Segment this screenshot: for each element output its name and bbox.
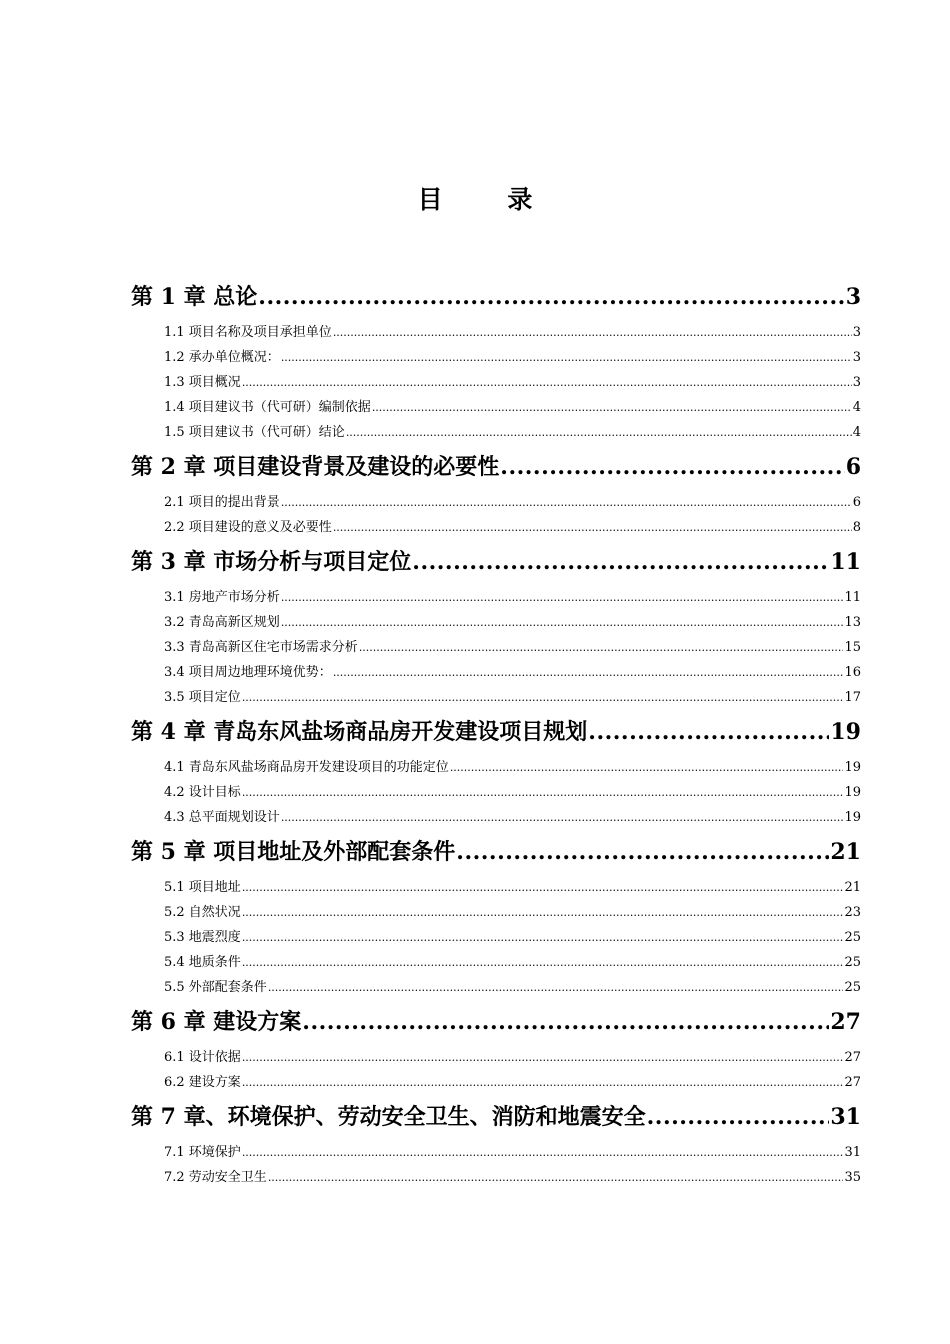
toc-chapter-5[interactable] xyxy=(131,833,861,871)
toc-page-number: 8 xyxy=(852,520,861,535)
toc-chapter-title: 第 6 章 建设方案 xyxy=(131,1009,302,1035)
toc-leader-dots xyxy=(258,278,844,316)
toc-leader-dots xyxy=(242,780,844,805)
toc-chapter-title: 第 2 章 项目建设背景及建设的必要性 xyxy=(131,454,500,480)
toc-section-3-5[interactable] xyxy=(131,685,861,710)
toc-page-number: 21 xyxy=(830,839,861,865)
toc-section-title: 2.1 项目的提出背景 xyxy=(164,495,280,510)
toc-section-title: 4.2 设计目标 xyxy=(164,785,241,800)
toc-chapter-2-group xyxy=(131,448,861,540)
toc-chapter-4-group xyxy=(131,713,861,830)
toc-chapter-1-group xyxy=(131,278,861,445)
toc-section-1-4[interactable] xyxy=(131,395,861,420)
toc-page-number: 35 xyxy=(844,1170,861,1185)
toc-page-number: 15 xyxy=(844,640,861,655)
toc-leader-dots xyxy=(242,370,852,395)
toc-page-number: 17 xyxy=(844,690,861,705)
toc-section-6-1[interactable] xyxy=(131,1045,861,1070)
toc-section-title: 5.2 自然状况 xyxy=(164,905,241,920)
toc-section-title: 1.5 项目建议书（代可研）结论 xyxy=(164,425,345,440)
toc-section-title: 3.2 青岛高新区规划 xyxy=(164,615,280,630)
toc-leader-dots xyxy=(346,420,852,445)
toc-chapter-4[interactable] xyxy=(131,713,861,751)
toc-page-number: 3 xyxy=(852,325,861,340)
toc-section-1-1[interactable] xyxy=(131,320,861,345)
toc-section-5-5[interactable] xyxy=(131,975,861,1000)
toc-section-title: 5.1 项目地址 xyxy=(164,880,241,895)
toc-leader-dots xyxy=(242,1045,844,1070)
toc-leader-dots xyxy=(242,900,844,925)
toc-section-title: 3.1 房地产市场分析 xyxy=(164,590,280,605)
page-title: 目 录 xyxy=(417,185,561,214)
toc-leader-dots xyxy=(372,395,852,420)
toc-leader-dots xyxy=(242,875,844,900)
toc-leader-dots xyxy=(359,635,844,660)
toc-page-number: 25 xyxy=(844,955,861,970)
toc-page-number: 31 xyxy=(844,1145,861,1160)
toc-section-title: 3.3 青岛高新区住宅市场需求分析 xyxy=(164,640,358,655)
toc-section-title: 6.2 建设方案 xyxy=(164,1075,241,1090)
toc-section-title: 5.3 地震烈度 xyxy=(164,930,241,945)
toc-page-number: 11 xyxy=(844,590,861,605)
toc-section-title: 3.5 项目定位 xyxy=(164,690,241,705)
toc-section-1-2[interactable] xyxy=(131,345,861,370)
toc-leader-dots xyxy=(242,1070,844,1095)
toc-page-number: 4 xyxy=(852,400,861,415)
toc-leader-dots xyxy=(302,1003,829,1041)
toc-section-5-4[interactable] xyxy=(131,950,861,975)
toc-page-number: 27 xyxy=(844,1050,861,1065)
toc-leader-dots xyxy=(456,833,829,871)
toc-leader-dots xyxy=(333,660,844,685)
toc-page-number: 23 xyxy=(844,905,861,920)
toc-section-title: 1.4 项目建议书（代可研）编制依据 xyxy=(164,400,371,415)
toc-section-6-2[interactable] xyxy=(131,1070,861,1095)
toc-section-5-1[interactable] xyxy=(131,875,861,900)
toc-leader-dots xyxy=(647,1098,830,1136)
toc-section-title: 1.2 承办单位概况： xyxy=(164,350,280,365)
toc-section-4-2[interactable] xyxy=(131,780,861,805)
toc-chapter-title: 第 4 章 青岛东风盐场商品房开发建设项目规划 xyxy=(131,719,588,745)
toc-leader-dots xyxy=(268,975,844,1000)
toc-chapter-1[interactable] xyxy=(131,278,861,316)
toc-chapter-title: 第 3 章 市场分析与项目定位 xyxy=(131,549,412,575)
toc-section-3-1[interactable] xyxy=(131,585,861,610)
toc-section-1-3[interactable] xyxy=(131,370,861,395)
toc-section-title: 5.5 外部配套条件 xyxy=(164,980,267,995)
toc-section-5-3[interactable] xyxy=(131,925,861,950)
toc-leader-dots xyxy=(242,685,844,710)
toc-page-number: 6 xyxy=(852,495,861,510)
toc-section-title: 4.3 总平面规划设计 xyxy=(164,810,280,825)
toc-leader-dots xyxy=(268,1165,844,1190)
toc-leader-dots xyxy=(242,1140,844,1165)
toc-section-title: 1.3 项目概况 xyxy=(164,375,241,390)
toc-page-number: 21 xyxy=(844,880,861,895)
toc-leader-dots xyxy=(281,345,852,370)
toc-section-title: 1.1 项目名称及项目承担单位 xyxy=(164,325,332,340)
toc-page-number: 11 xyxy=(830,549,861,575)
toc-chapter-7-group xyxy=(131,1098,861,1190)
toc-page-number: 19 xyxy=(844,760,861,775)
toc-page-number: 6 xyxy=(845,454,861,480)
toc-chapter-3-group xyxy=(131,543,861,710)
toc-chapter-2[interactable] xyxy=(131,448,861,486)
toc-section-3-4[interactable] xyxy=(131,660,861,685)
toc-page-number: 19 xyxy=(830,719,861,745)
toc-page-number: 25 xyxy=(844,930,861,945)
toc-page-number: 27 xyxy=(844,1075,861,1090)
toc-section-4-3[interactable] xyxy=(131,805,861,830)
toc-page-number: 3 xyxy=(852,375,861,390)
toc-section-title: 3.4 项目周边地理环境优势： xyxy=(164,665,332,680)
toc-page-number: 19 xyxy=(844,810,861,825)
toc-page-number: 19 xyxy=(844,785,861,800)
table-of-contents xyxy=(131,278,861,1193)
toc-section-3-3[interactable] xyxy=(131,635,861,660)
toc-leader-dots xyxy=(333,320,852,345)
toc-leader-dots xyxy=(500,448,844,486)
toc-chapter-title: 第 5 章 项目地址及外部配套条件 xyxy=(131,839,456,865)
toc-page-number: 3 xyxy=(845,284,861,310)
toc-page-number: 31 xyxy=(830,1104,861,1130)
toc-chapter-5-group xyxy=(131,833,861,1000)
toc-leader-dots xyxy=(242,925,844,950)
toc-page-number: 3 xyxy=(852,350,861,365)
toc-chapter-title: 第 1 章 总论 xyxy=(131,284,258,310)
toc-section-title: 5.4 地质条件 xyxy=(164,955,241,970)
toc-page-number: 4 xyxy=(852,425,861,440)
toc-section-2-1[interactable] xyxy=(131,490,861,515)
toc-chapter-7[interactable] xyxy=(131,1098,861,1136)
toc-leader-dots xyxy=(281,610,844,635)
toc-section-7-1[interactable] xyxy=(131,1140,861,1165)
toc-leader-dots xyxy=(281,490,852,515)
toc-leader-dots xyxy=(333,515,852,540)
toc-leader-dots xyxy=(450,755,844,780)
toc-section-title: 6.1 设计依据 xyxy=(164,1050,241,1065)
toc-leader-dots xyxy=(281,585,844,610)
toc-leader-dots xyxy=(412,543,829,581)
toc-page-number: 16 xyxy=(844,665,861,680)
toc-section-title: 7.1 环境保护 xyxy=(164,1145,241,1160)
toc-leader-dots xyxy=(281,805,844,830)
toc-page-number: 27 xyxy=(830,1009,861,1035)
toc-section-title: 2.2 项目建设的意义及必要性 xyxy=(164,520,332,535)
toc-section-title: 4.1 青岛东风盐场商品房开发建设项目的功能定位 xyxy=(164,760,449,775)
toc-section-1-5[interactable] xyxy=(131,420,861,445)
toc-section-title: 7.2 劳动安全卫生 xyxy=(164,1170,267,1185)
toc-leader-dots xyxy=(588,713,829,751)
toc-chapter-title: 第 7 章、环境保护、劳动安全卫生、消防和地震安全 xyxy=(131,1104,646,1130)
toc-leader-dots xyxy=(242,950,844,975)
toc-section-3-2[interactable] xyxy=(131,610,861,635)
toc-chapter-6[interactable] xyxy=(131,1003,861,1041)
toc-section-7-2[interactable] xyxy=(131,1165,861,1190)
toc-chapter-3[interactable] xyxy=(131,543,861,581)
toc-section-5-2[interactable] xyxy=(131,900,861,925)
toc-page-number: 25 xyxy=(844,980,861,995)
toc-section-4-1[interactable] xyxy=(131,755,861,780)
toc-chapter-6-group xyxy=(131,1003,861,1095)
toc-page-number: 13 xyxy=(844,615,861,630)
toc-section-2-2[interactable] xyxy=(131,515,861,540)
